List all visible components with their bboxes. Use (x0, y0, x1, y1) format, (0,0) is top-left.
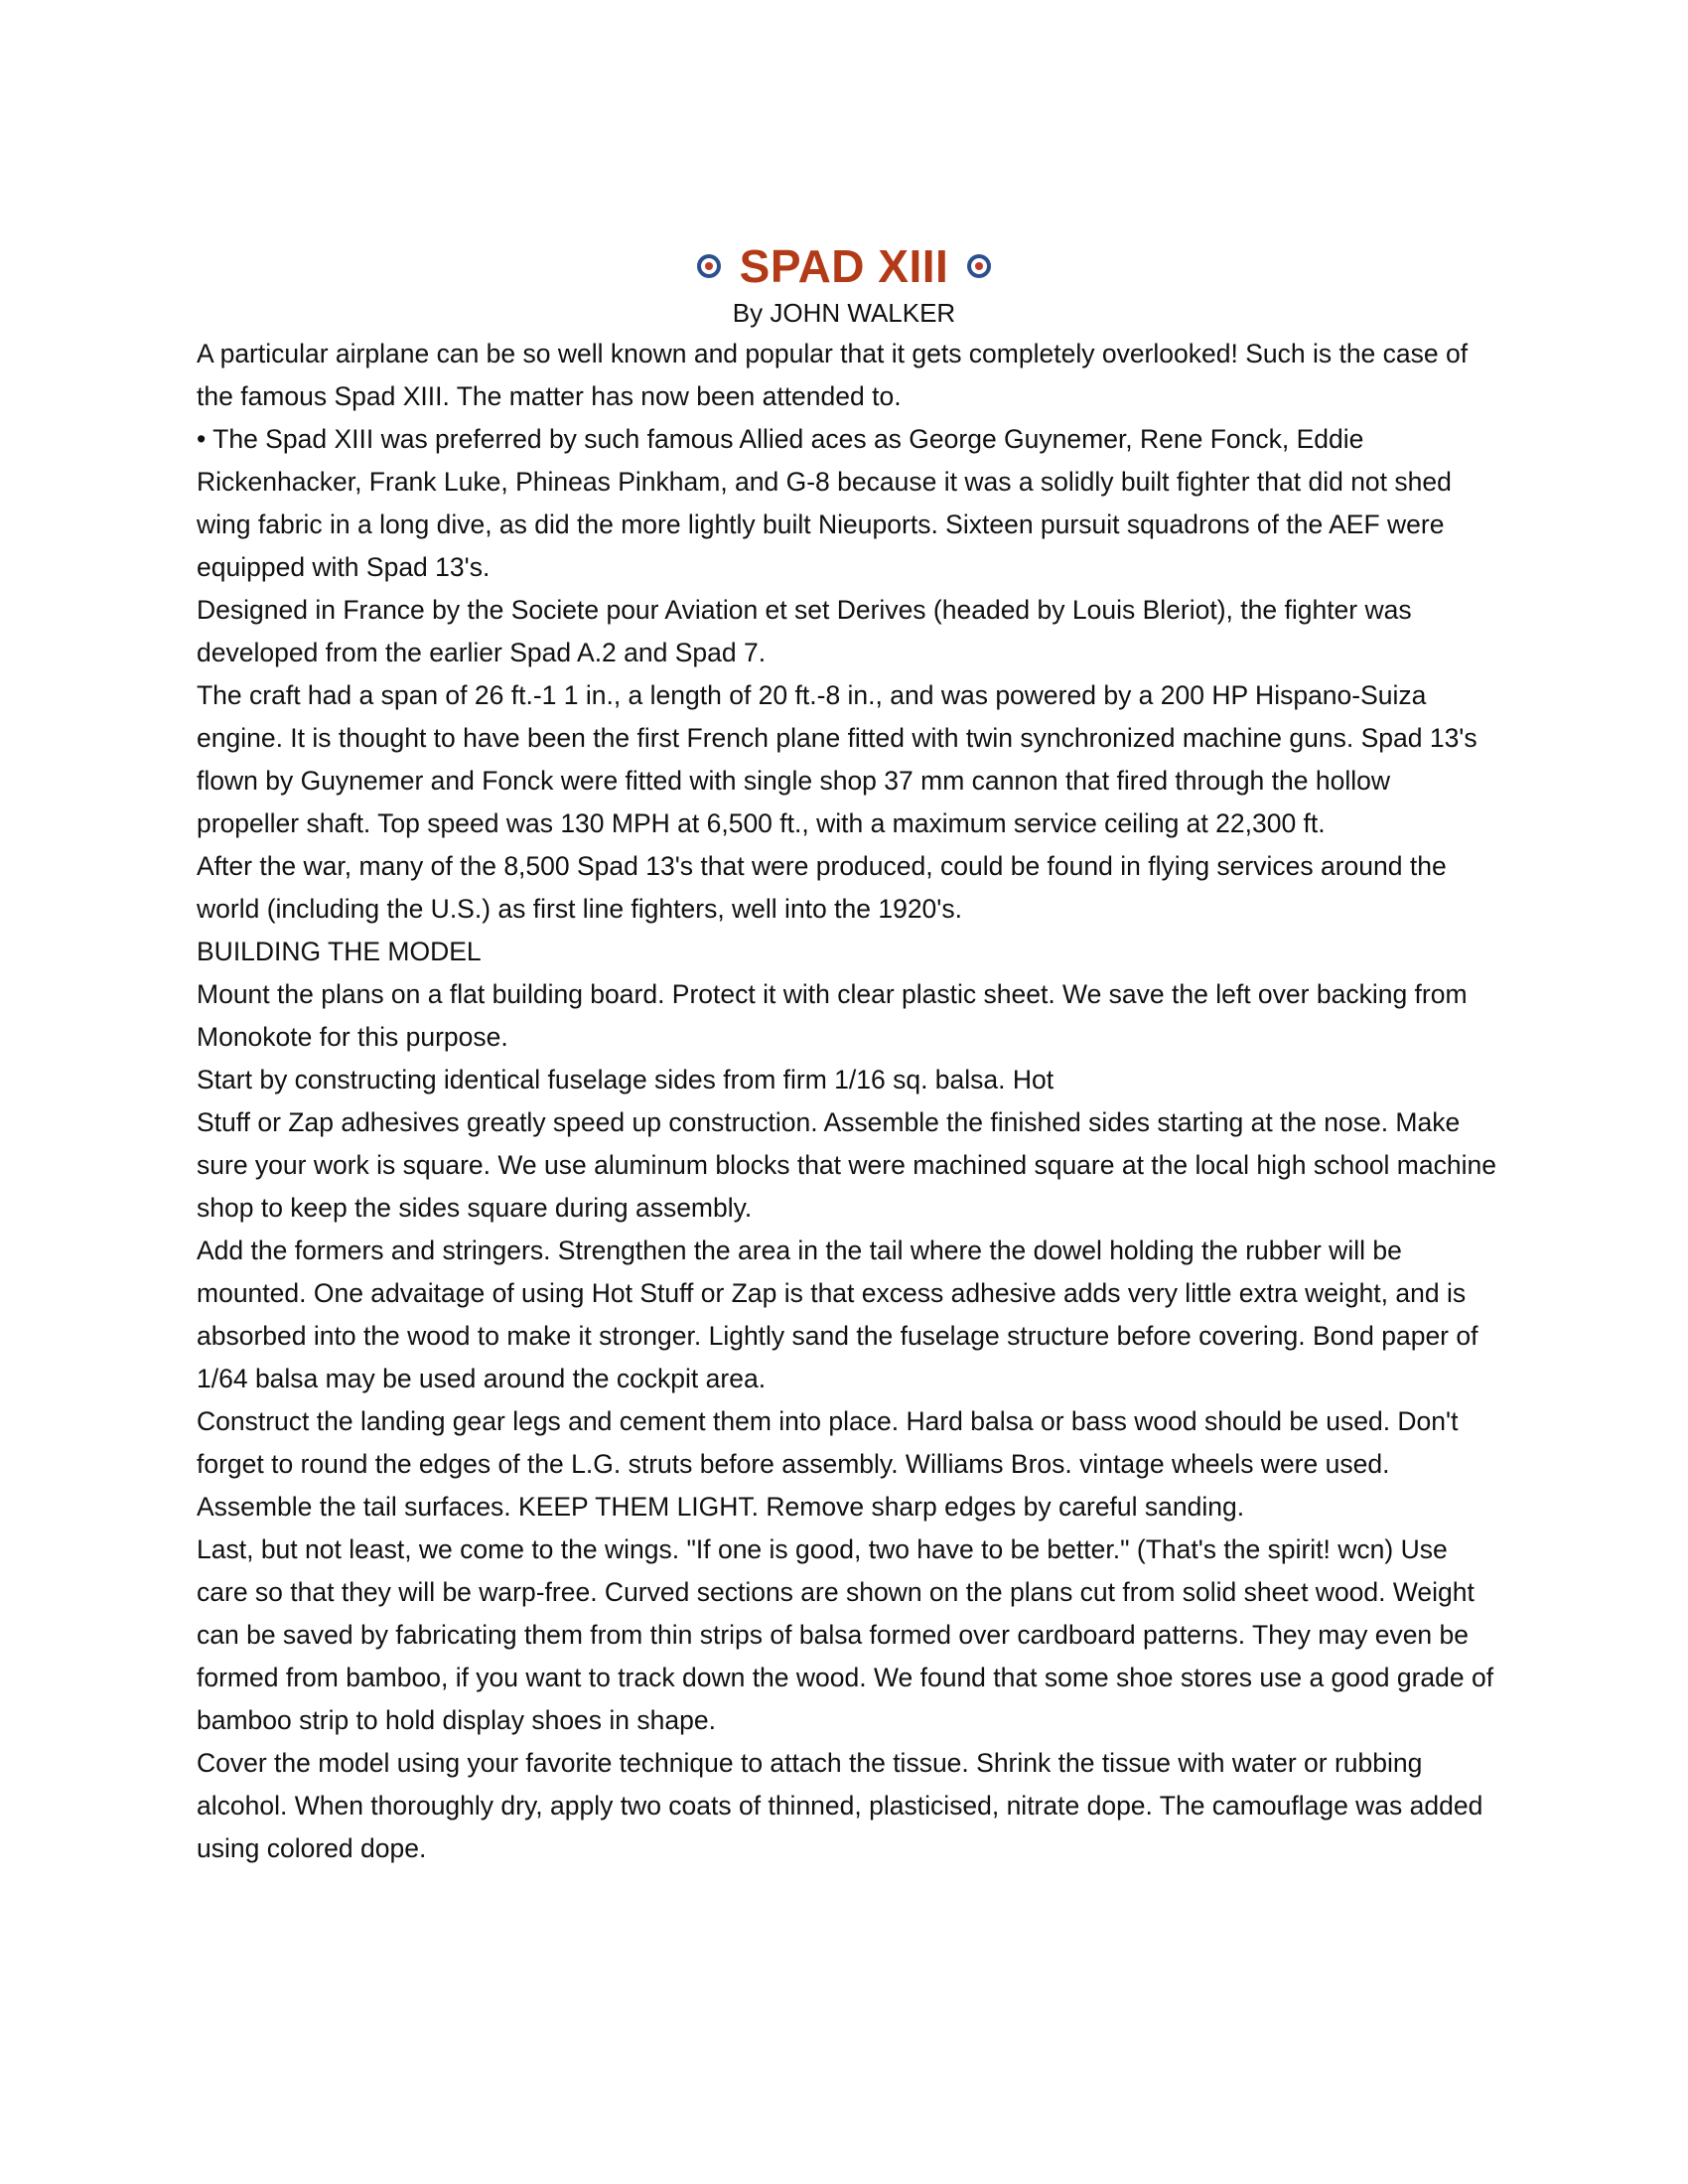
paragraph-design: Designed in France by the Societe pour Aviation et set Derives (headed by Louis Bleriot), the fighter was developed from the earlier Spad A.2 and Spad 7. (197, 595, 1412, 667)
paragraph-formers: Add the formers and stringers. Strengthen the area in the tail where the dowel holding the rubber will be mounted. One advaitage of using Hot Stuff or Zap is that excess adhesive adds very little extra weight, and is absorbed into the wood to make it stronger. Lightly sand the fuselage structure before covering. Bond paper of 1/64 balsa may be used around the cockpit area. (197, 1236, 1478, 1393)
roundel-icon (696, 253, 722, 279)
paragraph-fuselage-assembly: Stuff or Zap adhesives greatly speed up construction. Assemble the finished sides starting at the nose. Make sure your work is square. We use aluminum blocks that were machined square at the local high school machine shop to keep the sides square during assembly. (197, 1107, 1496, 1223)
paragraph-specs: The craft had a span of 26 ft.-1 1 in., a length of 20 ft.-8 in., and was powered by a 200 HP Hispano-Suiza engine. It is thought to have been the first French plane fitted with twin synchronized machine guns. Spad 13's flown by Guynemer and Fonck were fitted with single shop 37 mm cannon that fired through the hollow propeller shaft. Top speed was 130 MPH at 6,500 ft., with a maximum service ceiling at 22,300 ft. (197, 680, 1477, 838)
paragraph-fuselage-start: Start by constructing identical fuselage sides from firm 1/16 sq. balsa. Hot (197, 1065, 1055, 1094)
paragraph-aces: • The Spad XIII was preferred by such famous Allied aces as George Guynemer, Rene Fonck, Eddie Rickenhacker, Frank Luke, Phineas Pinkham, and G-8 because it was a solidly built fighter that did not shed wing fabric in a long dive, as did the more lightly built Nieuports. Sixteen pursuit squadrons of the AEF were equipped with Spad 13's. (197, 424, 1452, 582)
roundel-icon (966, 253, 992, 279)
paragraph-tail: Assemble the tail surfaces. KEEP THEM LIGHT. Remove sharp edges by careful sanding. (197, 1492, 1245, 1522)
page-title: SPAD XIII (739, 240, 949, 292)
author-byline: By JOHN WALKER (732, 298, 956, 328)
section-heading: BUILDING THE MODEL (197, 937, 482, 966)
paragraph-intro: A particular airplane can be so well known and popular that it gets completely overlooked! Such is the case of the famous Spad XIII. The matter has now been attended to. (197, 339, 1469, 411)
paragraph-plans: Mount the plans on a flat building board. Protect it with clear plastic sheet. We save the left over backing from Monokote for this purpose. (197, 979, 1468, 1052)
paragraph-covering: Cover the model using your favorite technique to attach the tissue. Shrink the tissue with water or rubbing alcohol. When thoroughly dry, apply two coats of thinned, plasticised, nitrate dope. The camouflage was added using colored dope. (197, 1748, 1483, 1863)
paragraph-landing-gear: Construct the landing gear legs and cement them into place. Hard balsa or bass wood should be used. Don't forget to round the edges of the L.G. struts before assembly. Williams Bros. vintage wheels were used. (197, 1406, 1459, 1479)
title-row (0, 236, 1688, 296)
paragraph-wings: Last, but not least, we come to the wings. "If one is good, two have to be better." (That's the spirit! wcn) Use care so that they will be warp-free. Curved sections are shown on the plans cut from solid sheet wood. Weight can be saved by fabricating them from thin strips of balsa formed over cardboard patterns. They may even be formed from bamboo, if you want to track down the wood. We found that some shoe stores use a good grade of bamboo strip to hold display shoes in shape. (197, 1534, 1494, 1735)
article-body (197, 333, 1497, 1870)
paragraph-postwar: After the war, many of the 8,500 Spad 13's that were produced, could be found in flying services around the world (including the U.S.) as first line fighters, well into the 1920's. (197, 851, 1447, 924)
